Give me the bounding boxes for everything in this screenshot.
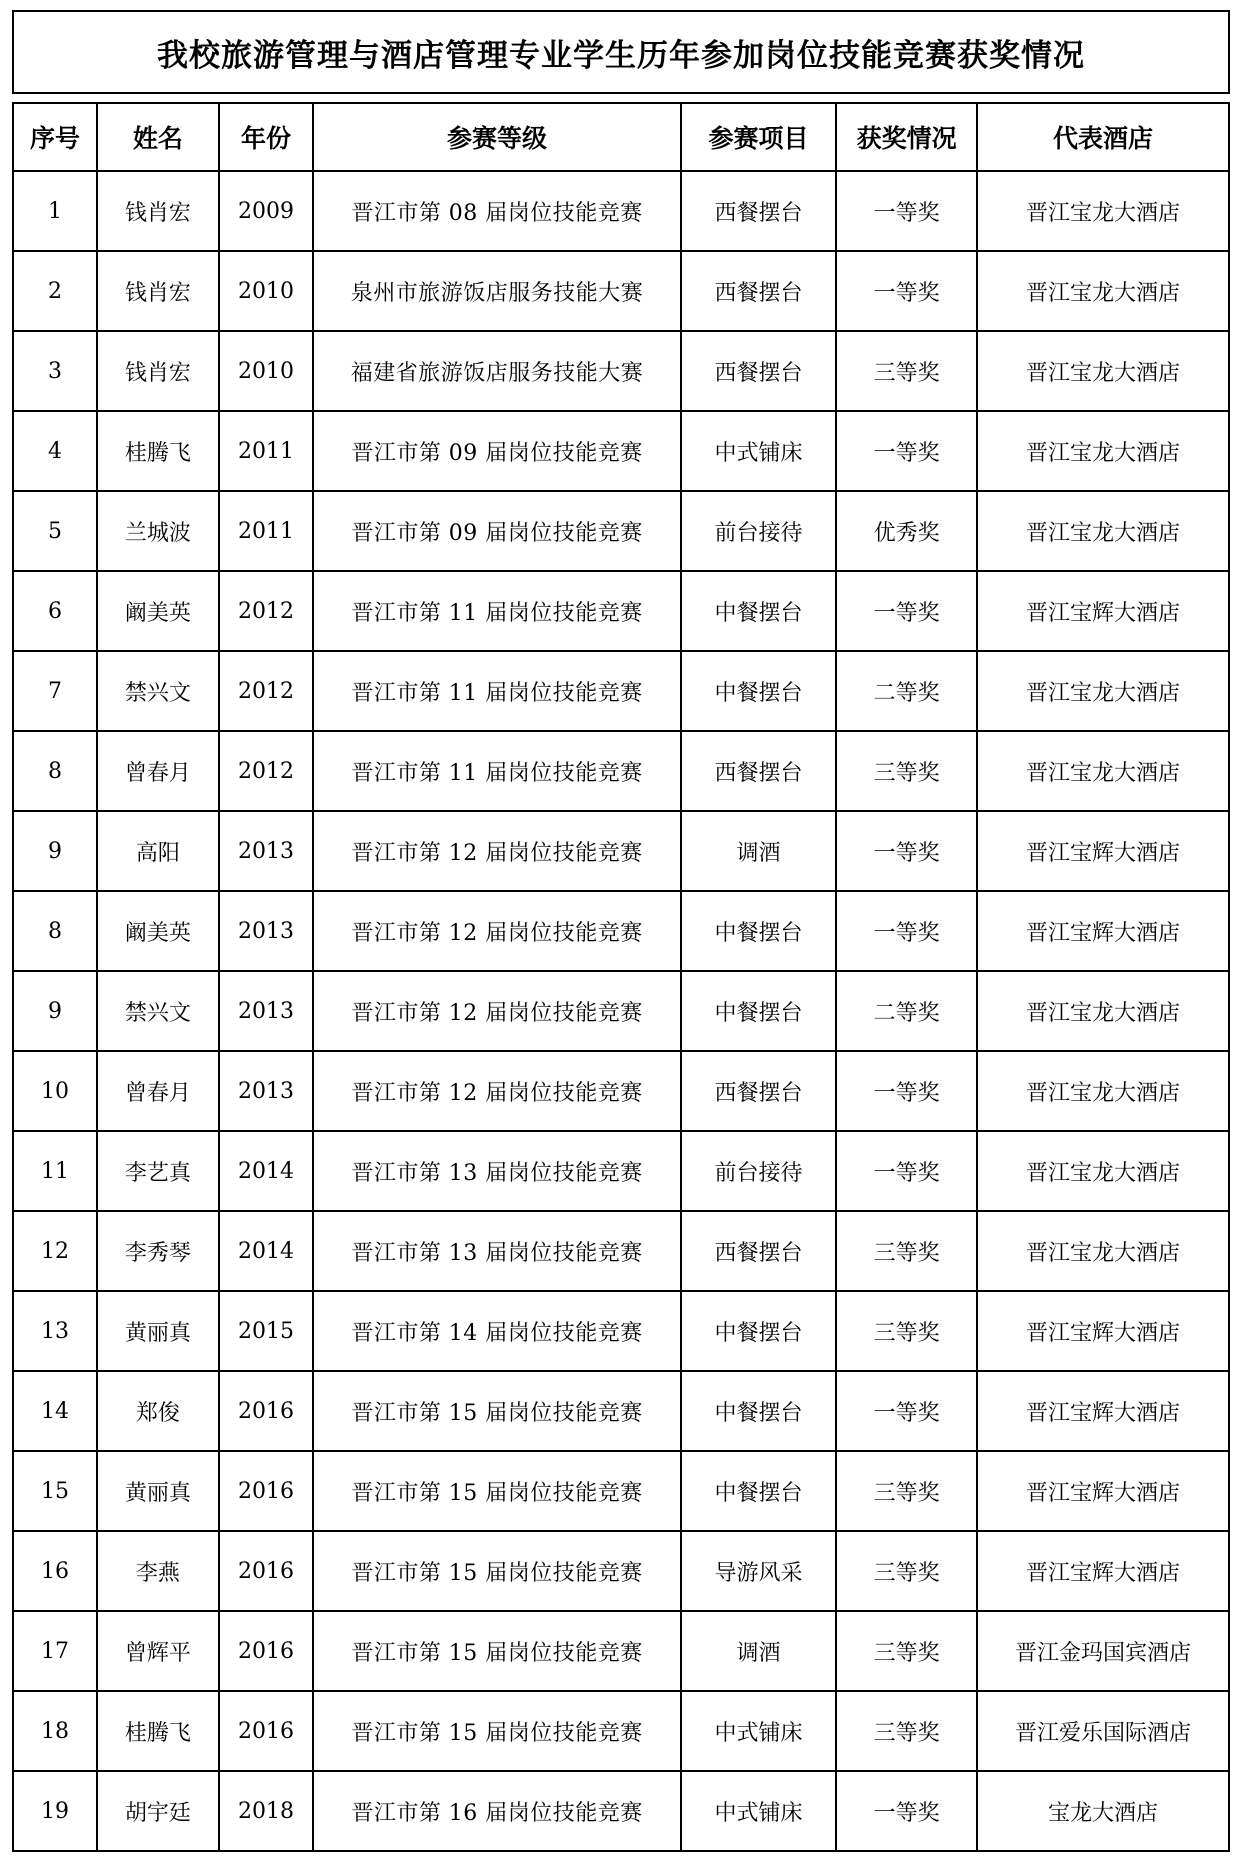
table-cell: 三等奖 [836, 1211, 977, 1291]
table-row [13, 1291, 1229, 1371]
table-cell: 前台接待 [681, 491, 836, 571]
table-cell: 曾春月 [97, 731, 219, 811]
table-row [13, 1451, 1229, 1531]
table-cell: 14 [13, 1371, 97, 1451]
table-cell: 调酒 [681, 1611, 836, 1691]
table-cell: 2016 [219, 1531, 314, 1611]
table-cell: 晋江宝龙大酒店 [977, 1131, 1229, 1211]
table-cell: 晋江宝龙大酒店 [977, 1051, 1229, 1131]
table-cell: 2013 [219, 891, 314, 971]
table-cell: 三等奖 [836, 1451, 977, 1531]
table-cell: 二等奖 [836, 651, 977, 731]
table-cell: 中式铺床 [681, 1771, 836, 1851]
table-row [13, 891, 1229, 971]
table-cell: 2013 [219, 811, 314, 891]
table-cell: 晋江市第 11 届岗位技能竞赛 [313, 651, 681, 731]
table-cell: 钱肖宏 [97, 171, 219, 251]
table-row [13, 1131, 1229, 1211]
table-cell: 晋江市第 14 届岗位技能竞赛 [313, 1291, 681, 1371]
table-cell: 8 [13, 891, 97, 971]
table-cell: 晋江爱乐国际酒店 [977, 1691, 1229, 1771]
table-cell: 1 [13, 171, 97, 251]
table-cell: 高阳 [97, 811, 219, 891]
table-cell: 晋江宝龙大酒店 [977, 731, 1229, 811]
table-cell: 2016 [219, 1451, 314, 1531]
table-cell: 钱肖宏 [97, 331, 219, 411]
table-cell: 阚美英 [97, 571, 219, 651]
table-cell: 2014 [219, 1211, 314, 1291]
table-cell: 泉州市旅游饭店服务技能大赛 [313, 251, 681, 331]
table-cell: 6 [13, 571, 97, 651]
table-cell: 晋江市第 16 届岗位技能竞赛 [313, 1771, 681, 1851]
table-cell: 19 [13, 1771, 97, 1851]
table-header [13, 103, 1229, 171]
table-cell: 晋江市第 11 届岗位技能竞赛 [313, 571, 681, 651]
table-cell: 三等奖 [836, 1691, 977, 1771]
table-row [13, 251, 1229, 331]
table-cell: 李燕 [97, 1531, 219, 1611]
table-cell: 晋江宝辉大酒店 [977, 1371, 1229, 1451]
table-cell: 西餐摆台 [681, 171, 836, 251]
table-cell: 2016 [219, 1611, 314, 1691]
table-cell: 4 [13, 411, 97, 491]
table-cell: 2012 [219, 571, 314, 651]
table-cell: 2014 [219, 1131, 314, 1211]
table-cell: 晋江市第 13 届岗位技能竞赛 [313, 1131, 681, 1211]
table-cell: 西餐摆台 [681, 731, 836, 811]
table-cell: 一等奖 [836, 1371, 977, 1451]
table-cell: 福建省旅游饭店服务技能大赛 [313, 331, 681, 411]
table-cell: 晋江市第 12 届岗位技能竞赛 [313, 971, 681, 1051]
table-row [13, 171, 1229, 251]
table-cell: 中餐摆台 [681, 1371, 836, 1451]
table-cell: 曾辉平 [97, 1611, 219, 1691]
table-cell: 晋江宝龙大酒店 [977, 971, 1229, 1051]
table-cell: 优秀奖 [836, 491, 977, 571]
table-cell: 一等奖 [836, 811, 977, 891]
table-cell: 中餐摆台 [681, 651, 836, 731]
table-cell: 2013 [219, 971, 314, 1051]
table-cell: 三等奖 [836, 331, 977, 411]
document-title-box [12, 10, 1230, 94]
table-cell: 2012 [219, 731, 314, 811]
table-cell: 3 [13, 331, 97, 411]
table-row [13, 1371, 1229, 1451]
table-cell: 晋江金玛国宾酒店 [977, 1611, 1229, 1691]
table-cell: 11 [13, 1131, 97, 1211]
table-cell: 中餐摆台 [681, 971, 836, 1051]
table-cell: 15 [13, 1451, 97, 1531]
table-row [13, 1531, 1229, 1611]
award-table [12, 102, 1230, 1852]
table-cell: 5 [13, 491, 97, 571]
table-cell: 晋江市第 13 届岗位技能竞赛 [313, 1211, 681, 1291]
column-header-name: 姓名 [97, 103, 219, 171]
table-cell: 9 [13, 811, 97, 891]
table-cell: 中餐摆台 [681, 1451, 836, 1531]
table-row [13, 1211, 1229, 1291]
column-header-award: 获奖情况 [836, 103, 977, 171]
table-cell: 李艺真 [97, 1131, 219, 1211]
table-cell: 三等奖 [836, 1531, 977, 1611]
table-cell: 钱肖宏 [97, 251, 219, 331]
table-row [13, 811, 1229, 891]
table-cell: 10 [13, 1051, 97, 1131]
table-cell: 2010 [219, 251, 314, 331]
table-cell: 晋江宝辉大酒店 [977, 1291, 1229, 1371]
table-cell: 2011 [219, 491, 314, 571]
table-cell: 一等奖 [836, 571, 977, 651]
column-header-event: 参赛项目 [681, 103, 836, 171]
table-cell: 9 [13, 971, 97, 1051]
table-cell: 李秀琴 [97, 1211, 219, 1291]
table-row [13, 491, 1229, 571]
table-cell: 导游风采 [681, 1531, 836, 1611]
table-cell: 调酒 [681, 811, 836, 891]
table-cell: 晋江宝龙大酒店 [977, 651, 1229, 731]
table-cell: 桂腾飞 [97, 1691, 219, 1771]
table-cell: 晋江宝龙大酒店 [977, 491, 1229, 571]
table-cell: 晋江市第 15 届岗位技能竞赛 [313, 1611, 681, 1691]
table-cell: 桂腾飞 [97, 411, 219, 491]
column-header-hotel: 代表酒店 [977, 103, 1229, 171]
table-cell: 17 [13, 1611, 97, 1691]
table-cell: 禁兴文 [97, 971, 219, 1051]
table-cell: 晋江市第 15 届岗位技能竞赛 [313, 1691, 681, 1771]
table-cell: 2016 [219, 1371, 314, 1451]
table-cell: 一等奖 [836, 251, 977, 331]
table-cell: 晋江宝辉大酒店 [977, 1451, 1229, 1531]
table-cell: 晋江市第 15 届岗位技能竞赛 [313, 1371, 681, 1451]
table-cell: 西餐摆台 [681, 1211, 836, 1291]
table-cell: 晋江市第 12 届岗位技能竞赛 [313, 1051, 681, 1131]
table-cell: 中式铺床 [681, 1691, 836, 1771]
table-cell: 晋江市第 15 届岗位技能竞赛 [313, 1451, 681, 1531]
table-cell: 晋江宝辉大酒店 [977, 811, 1229, 891]
table-cell: 三等奖 [836, 1611, 977, 1691]
table-cell: 一等奖 [836, 411, 977, 491]
table-cell: 中餐摆台 [681, 891, 836, 971]
table-row [13, 1051, 1229, 1131]
table-cell: 晋江宝龙大酒店 [977, 171, 1229, 251]
table-cell: 2010 [219, 331, 314, 411]
column-header-level: 参赛等级 [313, 103, 681, 171]
table-cell: 晋江宝辉大酒店 [977, 891, 1229, 971]
table-cell: 晋江市第 08 届岗位技能竞赛 [313, 171, 681, 251]
table-cell: 2013 [219, 1051, 314, 1131]
table-cell: 晋江市第 12 届岗位技能竞赛 [313, 891, 681, 971]
table-cell: 中餐摆台 [681, 571, 836, 651]
table-cell: 12 [13, 1211, 97, 1291]
table-cell: 晋江市第 09 届岗位技能竞赛 [313, 411, 681, 491]
table-cell: 一等奖 [836, 1131, 977, 1211]
table-cell: 晋江宝龙大酒店 [977, 411, 1229, 491]
table-cell: 西餐摆台 [681, 251, 836, 331]
table-cell: 2016 [219, 1691, 314, 1771]
table-cell: 2 [13, 251, 97, 331]
table-cell: 一等奖 [836, 1051, 977, 1131]
table-cell: 晋江市第 11 届岗位技能竞赛 [313, 731, 681, 811]
table-cell: 晋江市第 15 届岗位技能竞赛 [313, 1531, 681, 1611]
table-cell: 2011 [219, 411, 314, 491]
table-cell: 前台接待 [681, 1131, 836, 1211]
table-cell: 曾春月 [97, 1051, 219, 1131]
table-cell: 二等奖 [836, 971, 977, 1051]
table-cell: 晋江宝龙大酒店 [977, 251, 1229, 331]
column-header-index: 序号 [13, 103, 97, 171]
table-cell: 郑俊 [97, 1371, 219, 1451]
table-cell: 宝龙大酒店 [977, 1771, 1229, 1851]
column-header-year: 年份 [219, 103, 314, 171]
table-cell: 2009 [219, 171, 314, 251]
table-cell: 一等奖 [836, 891, 977, 971]
table-cell: 中餐摆台 [681, 1291, 836, 1371]
table-cell: 禁兴文 [97, 651, 219, 731]
table-row [13, 971, 1229, 1051]
table-cell: 晋江宝龙大酒店 [977, 331, 1229, 411]
table-cell: 兰城波 [97, 491, 219, 571]
table-cell: 一等奖 [836, 1771, 977, 1851]
table-cell: 2012 [219, 651, 314, 731]
table-cell: 中式铺床 [681, 411, 836, 491]
page-title: 我校旅游管理与酒店管理专业学生历年参加岗位技能竞赛获奖情况 [157, 37, 1085, 74]
table-cell: 三等奖 [836, 1291, 977, 1371]
table-row [13, 651, 1229, 731]
table-cell: 晋江宝辉大酒店 [977, 571, 1229, 651]
table-body [13, 171, 1229, 1851]
table-cell: 黄丽真 [97, 1451, 219, 1531]
table-cell: 西餐摆台 [681, 1051, 836, 1131]
table-header-row [13, 103, 1229, 171]
table-cell: 晋江宝辉大酒店 [977, 1531, 1229, 1611]
table-cell: 西餐摆台 [681, 331, 836, 411]
table-cell: 一等奖 [836, 171, 977, 251]
table-row [13, 331, 1229, 411]
table-cell: 晋江市第 12 届岗位技能竞赛 [313, 811, 681, 891]
table-cell: 晋江市第 09 届岗位技能竞赛 [313, 491, 681, 571]
table-row [13, 731, 1229, 811]
table-row [13, 1691, 1229, 1771]
table-cell: 2018 [219, 1771, 314, 1851]
table-row [13, 571, 1229, 651]
table-row [13, 411, 1229, 491]
table-cell: 阚美英 [97, 891, 219, 971]
table-cell: 16 [13, 1531, 97, 1611]
table-cell: 8 [13, 731, 97, 811]
table-cell: 18 [13, 1691, 97, 1771]
table-cell: 13 [13, 1291, 97, 1371]
table-row [13, 1611, 1229, 1691]
table-cell: 2015 [219, 1291, 314, 1371]
table-cell: 三等奖 [836, 731, 977, 811]
table-cell: 7 [13, 651, 97, 731]
table-cell: 晋江宝龙大酒店 [977, 1211, 1229, 1291]
table-row [13, 1771, 1229, 1851]
table-cell: 胡宇廷 [97, 1771, 219, 1851]
table-cell: 黄丽真 [97, 1291, 219, 1371]
